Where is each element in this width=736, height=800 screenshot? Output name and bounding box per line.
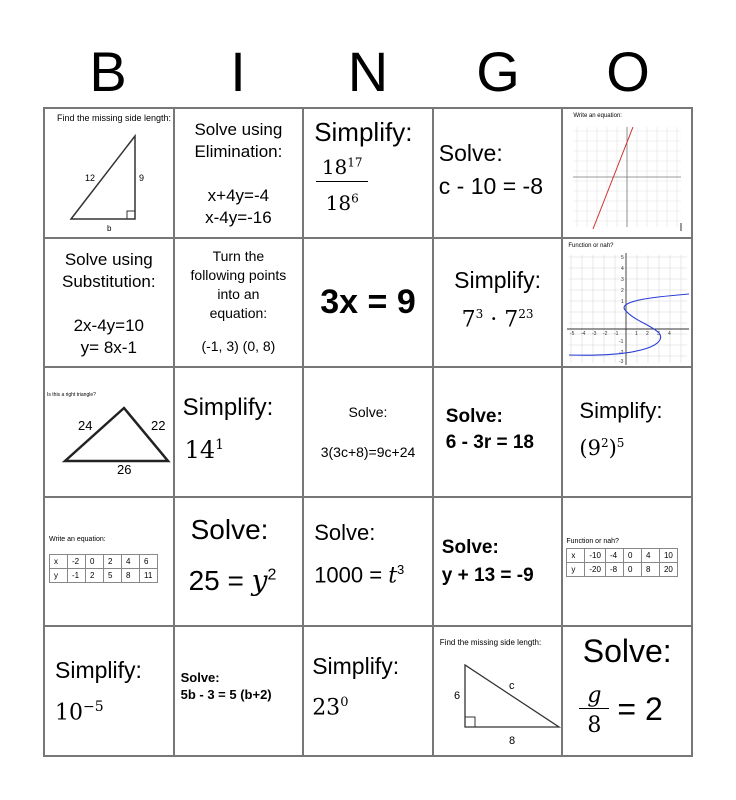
outer-exponent: 5 xyxy=(616,436,625,451)
cell-prompt: Function or nah? xyxy=(568,242,614,249)
table-cell: 6 xyxy=(140,554,158,568)
table-cell: 8 xyxy=(122,568,140,582)
equation: y= 8x-1 xyxy=(80,337,137,357)
right-triangle-diagram xyxy=(434,627,563,756)
product-expression xyxy=(434,307,562,332)
exponent: 1 xyxy=(215,437,225,454)
cell-r3c2[interactable] xyxy=(174,367,304,497)
table-cell: -10 xyxy=(585,548,606,562)
cell-label: Solve: xyxy=(438,140,503,166)
cell-line: Solve using xyxy=(64,249,153,269)
variable: y xyxy=(251,563,268,597)
cell-line: Solve using xyxy=(194,120,283,139)
cell-label: Simplify: xyxy=(55,657,142,684)
svg-text:-3: -3 xyxy=(619,358,624,365)
equation-lhs: 1000 = xyxy=(314,562,389,588)
cell-r1c1[interactable] xyxy=(44,108,174,238)
cell-prompt: Is this a right triangle? xyxy=(47,392,96,399)
cell-r4c5[interactable] xyxy=(562,497,692,627)
table-cell: 5 xyxy=(104,568,122,582)
side-label-c: c xyxy=(508,680,515,693)
svg-text:-4: -4 xyxy=(581,330,586,337)
cell-r5c5[interactable] xyxy=(562,626,692,756)
exponent: 2 xyxy=(267,566,277,584)
table-cell: 4 xyxy=(122,554,140,568)
xy-table xyxy=(49,554,158,583)
table-cell: 20 xyxy=(659,562,677,576)
base: 10 xyxy=(55,700,83,726)
table-cell: -1 xyxy=(68,568,86,582)
header-letter-i: I xyxy=(230,40,246,103)
cell-prompt: Find the missing side length: xyxy=(439,638,542,648)
cell-line: Elimination: xyxy=(194,142,283,161)
table-cell: x xyxy=(567,548,585,562)
curve-graph xyxy=(563,239,691,367)
table-cell: 0 xyxy=(623,548,641,562)
cell-r3c1[interactable] xyxy=(44,367,174,497)
cell-line: following points xyxy=(190,266,287,283)
cell-label: Solve: xyxy=(582,633,672,670)
exponent: 3 xyxy=(397,561,405,577)
equation: 6 - 3r = 18 xyxy=(445,432,534,454)
exponent: 6 xyxy=(351,191,359,206)
xy-table xyxy=(566,548,678,577)
table-cell: -4 xyxy=(605,548,623,562)
side-label-c: b xyxy=(107,224,112,233)
cell-label: Solve: xyxy=(190,513,269,545)
cell-r1c4[interactable] xyxy=(433,108,563,238)
svg-text:1: 1 xyxy=(621,298,625,305)
cell-label: Simplify: xyxy=(579,398,663,424)
svg-text:-1: -1 xyxy=(619,338,624,345)
equation xyxy=(189,564,277,597)
bingo-card xyxy=(43,107,693,757)
cell-r2c3[interactable] xyxy=(303,238,433,368)
cell-r2c2[interactable] xyxy=(174,238,304,368)
equation-rhs: = 2 xyxy=(617,691,663,728)
table-cell: 4 xyxy=(641,548,659,562)
side-label-b: 9 xyxy=(139,173,145,183)
table-cell: -2 xyxy=(68,554,86,568)
cell-label: Solve: xyxy=(180,670,220,686)
base: 7 xyxy=(504,306,519,332)
base: 18 xyxy=(325,191,352,215)
inner-exponent: 2 xyxy=(600,436,609,451)
bingo-header xyxy=(43,42,693,102)
cell-r2c1[interactable] xyxy=(44,238,174,368)
table-row xyxy=(50,554,158,568)
power-expression xyxy=(185,436,224,464)
header-letter-o: O xyxy=(606,40,650,103)
table-cell: 0 xyxy=(86,554,104,568)
svg-text:1: 1 xyxy=(635,330,639,337)
exponent: 17 xyxy=(347,155,363,170)
header-letter-n: N xyxy=(347,40,389,103)
table-cell: x xyxy=(50,554,68,568)
cell-prompt: Write an equation: xyxy=(573,113,622,119)
svg-text:-1: -1 xyxy=(614,330,619,337)
equation-lhs: 25 = xyxy=(188,564,252,596)
exponent: −5 xyxy=(83,699,104,716)
side-label-a: 24 xyxy=(78,418,93,434)
cell-line: equation: xyxy=(209,304,268,321)
svg-text:3: 3 xyxy=(621,276,625,283)
cell-label: Solve: xyxy=(441,536,499,558)
equation: x+4y=-4 xyxy=(207,186,270,205)
table-cell: y xyxy=(50,568,68,582)
cell-line: Turn the xyxy=(212,247,265,264)
svg-text:4: 4 xyxy=(668,330,672,337)
header-letter-b: B xyxy=(89,40,127,103)
cell-label: Simplify: xyxy=(182,394,274,422)
equation: y + 13 = -9 xyxy=(441,564,534,586)
variable: t xyxy=(388,563,398,589)
equation: 3x = 9 xyxy=(320,282,416,321)
table-cell: 2 xyxy=(86,568,104,582)
header-letter-g: G xyxy=(476,40,520,103)
cell-r2c4[interactable] xyxy=(433,238,563,368)
cell-r4c1[interactable] xyxy=(44,497,174,627)
svg-text:2: 2 xyxy=(646,330,650,337)
cell-label: Solve: xyxy=(445,406,503,428)
svg-text:-5: -5 xyxy=(570,330,575,337)
cell-r5c1[interactable] xyxy=(44,626,174,756)
table-cell: y xyxy=(567,562,585,576)
table-cell: 2 xyxy=(104,554,122,568)
side-label-a: 6 xyxy=(453,690,460,703)
equation: 3(3c+8)=9c+24 xyxy=(320,444,416,461)
power-expression xyxy=(55,699,104,725)
cell-label: Simplify: xyxy=(314,117,413,147)
close-paren: ) xyxy=(608,436,617,461)
cell-label: Solve: xyxy=(348,404,388,421)
cell-r4c2[interactable] xyxy=(174,497,304,627)
cell-r2c5[interactable] xyxy=(562,238,692,368)
table-row xyxy=(567,548,678,562)
cell-line: into an xyxy=(217,285,260,302)
base: 14 xyxy=(184,436,216,465)
svg-text:-2: -2 xyxy=(603,330,608,337)
fraction-numerator xyxy=(316,155,368,182)
base: (9 xyxy=(579,436,601,461)
triangle-diagram xyxy=(45,368,174,497)
svg-text:2: 2 xyxy=(621,287,625,294)
table-cell: 11 xyxy=(140,568,158,582)
svg-text:3: 3 xyxy=(657,330,661,337)
exponent: 23 xyxy=(518,306,534,321)
power-expression xyxy=(312,695,348,720)
equation xyxy=(314,562,404,588)
right-triangle-diagram xyxy=(45,109,174,238)
cell-label: Solve: xyxy=(314,519,376,545)
cell-r1c3[interactable] xyxy=(303,108,433,238)
side-label-c: 26 xyxy=(117,462,132,478)
svg-text:5: 5 xyxy=(621,254,625,261)
table-cell: 0 xyxy=(623,562,641,576)
cell-r5c3[interactable] xyxy=(303,626,433,756)
cell-prompt: Write an equation: xyxy=(49,535,106,543)
cell-r3c4[interactable] xyxy=(433,367,563,497)
base: 18 xyxy=(321,155,348,179)
line-graph xyxy=(563,109,691,237)
exponent: 0 xyxy=(340,695,349,711)
cell-r4c3[interactable] xyxy=(303,497,433,627)
table-cell: 10 xyxy=(659,548,677,562)
side-label-b: 8 xyxy=(508,735,515,748)
table-cell: -8 xyxy=(605,562,623,576)
cell-r5c4[interactable] xyxy=(433,626,563,756)
fraction-denominator xyxy=(316,191,368,215)
equation: c - 10 = -8 xyxy=(438,173,543,199)
cell-prompt: Find the missing side length: xyxy=(57,113,172,123)
table-cell: 8 xyxy=(641,562,659,576)
points: (-1, 3) (0, 8) xyxy=(201,337,276,354)
equation: x-4y=-16 xyxy=(205,208,272,227)
base: 7 xyxy=(461,306,476,332)
side-label-b: 22 xyxy=(151,418,166,434)
cell-r3c5[interactable] xyxy=(562,367,692,497)
cell-label: Simplify: xyxy=(454,266,542,293)
table-row xyxy=(50,568,158,582)
table-row xyxy=(567,562,678,576)
multiply-dot: · xyxy=(490,306,498,332)
power-of-power-expression xyxy=(579,436,624,460)
fraction-numerator: g xyxy=(579,683,609,709)
equation: 5b - 3 = 5 (b+2) xyxy=(180,687,272,703)
cell-r3c3[interactable] xyxy=(303,367,433,497)
table-cell: -20 xyxy=(585,562,606,576)
side-label-a: 12 xyxy=(85,173,96,183)
svg-text:4: 4 xyxy=(621,265,625,272)
cell-prompt: Function or nah? xyxy=(566,537,619,545)
cell-r1c5[interactable] xyxy=(562,108,692,238)
cell-r5c2[interactable] xyxy=(174,626,304,756)
fraction-denominator: 8 xyxy=(587,713,602,739)
cell-line: Substitution: xyxy=(62,271,156,291)
cell-r1c2[interactable] xyxy=(174,108,304,238)
cell-label: Simplify: xyxy=(312,653,400,680)
base: 23 xyxy=(312,695,341,721)
cell-r4c4[interactable] xyxy=(433,497,563,627)
svg-text:-2: -2 xyxy=(619,349,624,356)
svg-text:-3: -3 xyxy=(592,330,597,337)
exponent: 3 xyxy=(475,306,484,321)
equation: 2x-4y=10 xyxy=(73,315,144,335)
